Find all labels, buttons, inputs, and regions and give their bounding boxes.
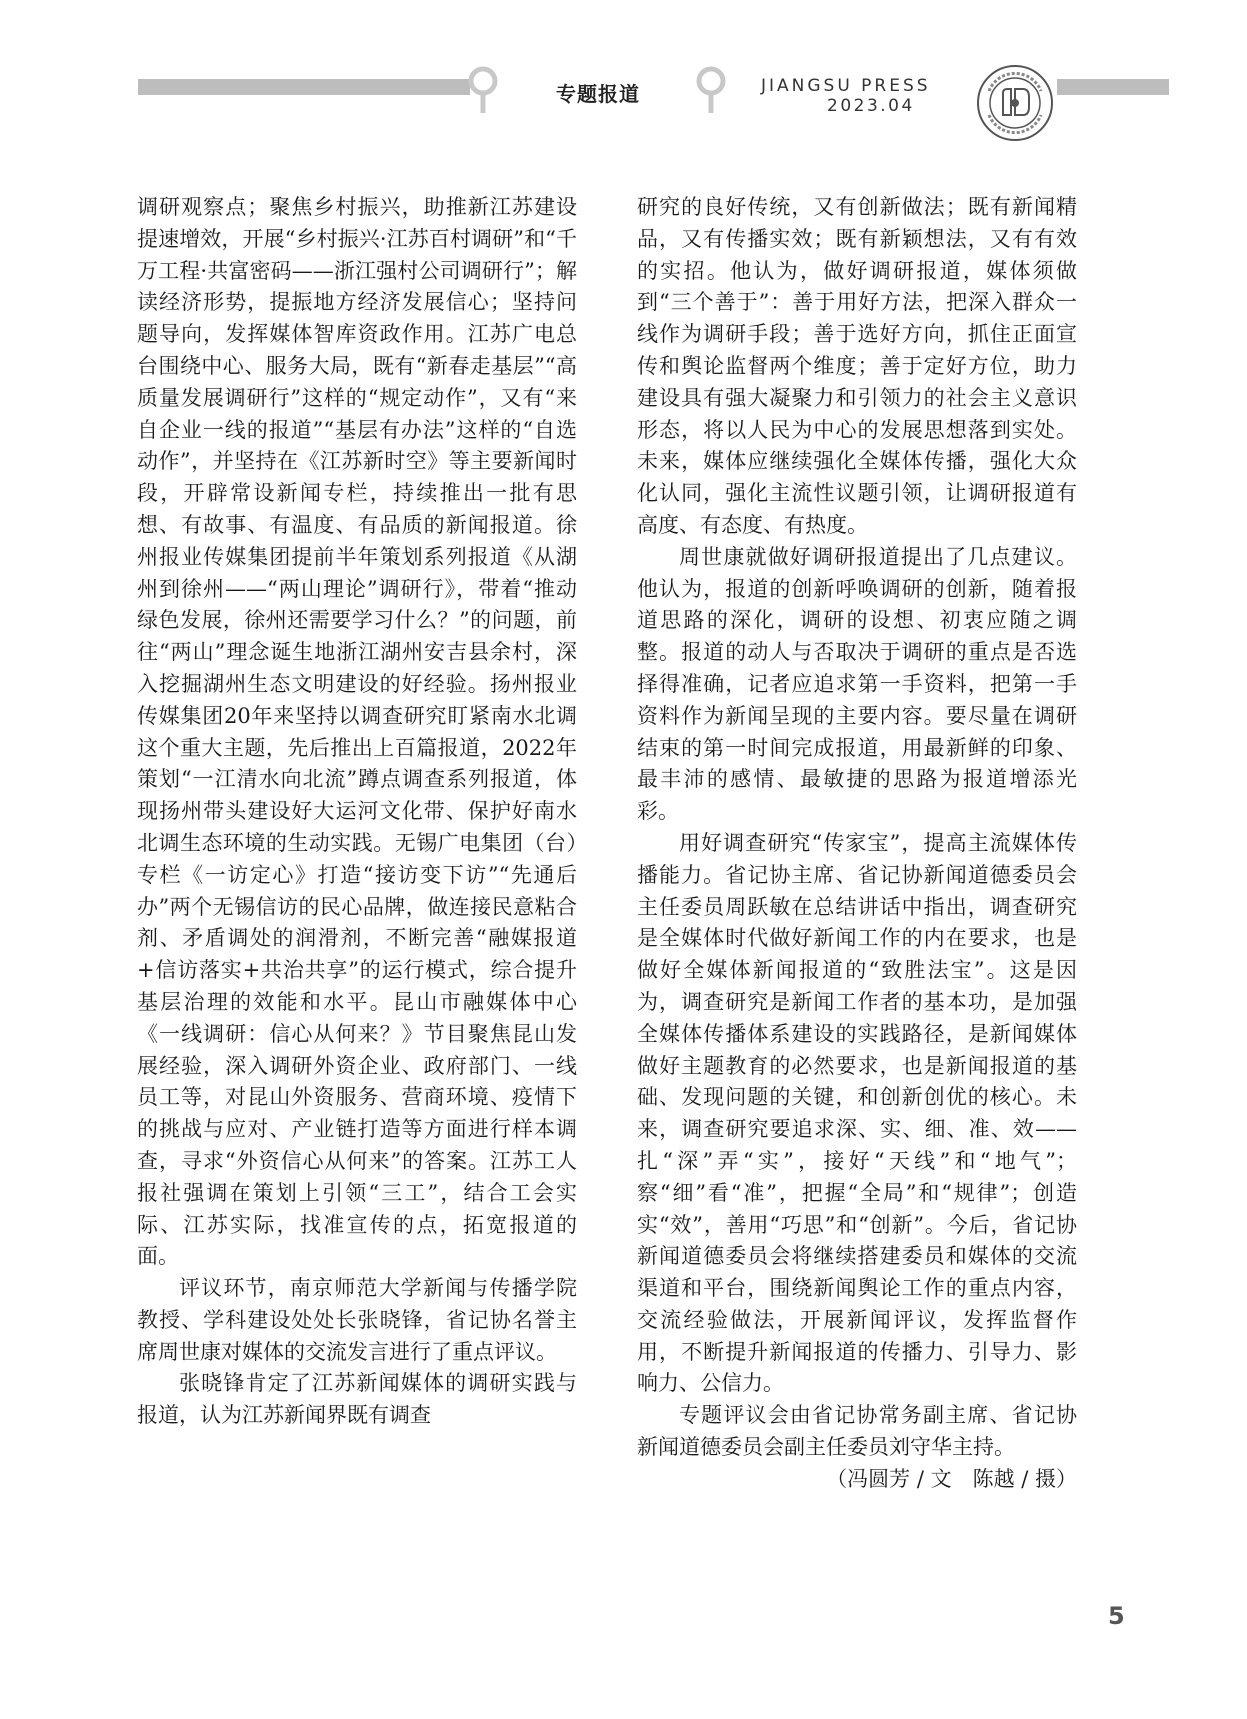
- header-bar-right: [1057, 79, 1169, 95]
- article-paragraph: 用好调查研究“传家宝”，提高主流媒体传播能力。省记协主席、省记协新闻道德委员会主任委员周跃敏在总结讲话中指出，调查研究是全媒体时代做好新闻工作的内在要求，也是做好全媒体新闻报道的“致胜法宝”。这是因为，调查研究是新闻工作者的基本功，是加强全媒体传播体系建设的实践路径，是新闻媒体做好主题教育的必然要求，也是新闻报道的基础、发现问题的关键，和创新创优的核心。未来，调查研究要追求深、实、细、准、效——扎“深”弄“实”，接好“天线”和“地气”；察“细”看“准”，把握“全局”和“规律”；创造实“效”，善用“巧思”和“创新”。今后，省记协新闻道德委员会将继续搭建委员和媒体的交流渠道和平台，围绕新闻舆论工作的重点内容，交流经验做法，开展新闻评议，发挥监督作用，不断提升新闻报道的传播力、引导力、影响力、公信力。: [637, 830, 1077, 1396]
- magazine-brand: [761, 76, 961, 116]
- author-credit: （冯圆芳 / 文 陈越 / 摄）: [826, 1466, 1077, 1491]
- article-paragraph: 调研观察点；聚焦乡村振兴，助推新江苏建设提速增效，开展“乡村振兴·江苏百村调研”和“千万工程·共富密码——浙江强村公司调研行”；解读经济形势，提振地方经济发展信心；坚持问题导向，发挥媒体智库资政作用。江苏广电总台围绕中心、服务大局，既有“新春走基层”“高质量发展调研行”这样的“规定动作”，又有“来自企业一线的报道”“基层有办法”这样的“自选动作”，并坚持在《江苏新时空》等主要新闻时段，开辟常设新闻专栏，持续推出一批有思想、有故事、有温度、有品质的新闻报道。徐州报业传媒集团提前半年策划系列报道《从湖州到徐州——“两山理论”调研行》，带着“推动绿色发展，徐州还需要学习什么？”的问题，前往“两山”理念诞生地浙江湖州安吉县余村，深入挖掘湖州生态文明建设的好经验。扬州报业传媒集团20年来坚持以调查研究盯紧南水北调这个重大主题，先后推出上百篇报道，2022年策划“一江清水向北流”蹲点调查系列报道，体现扬州带头建设好大运河文化带、保护好南水北调生态环境的生动实践。无锡广电集团（台）专栏《一访定心》打造“接访变下访”“先通后办”两个无锡信访的民心品牌，做连接民意粘合剂、矛盾调处的润滑剂，不断完善“融媒报道+信访落实+共治共享”的运行模式，综合提升基层治理的效能和水平。昆山市融媒体中心《一线调研：信心从何来？》节目聚焦昆山发展经验，深入调研外资企业、政府部门、一线员工等，对昆山外资服务、营商环境、疫情下的挑战与应对、产业链打造等方面进行样本调查，寻求“外资信心从何来”的答案。江苏工人报社强调在策划上引领“三工”，结合工会实际、江苏实际，找准宣传的点，拓宽报道的面。: [137, 195, 577, 1269]
- article-paragraph: 周世康就做好调研报道提出了几点建议。他认为，报道的创新呼唤调研的创新，随着报道思路的深化，调研的设想、初衷应随之调整。报道的动人与否取决于调研的重点是否选择得准确，记者应追求第一手资料，把第一手资料作为新闻呈现的主要内容。要尽量在调研结束的第一时间完成报道，用最新鲜的印象、最丰沛的感情、最敏捷的思路为报道增添光彩。: [637, 544, 1077, 824]
- magazine-name: JIANGSU PRESS: [761, 76, 931, 96]
- article-column-right: [637, 192, 1077, 1496]
- issue-number: 2023.04: [827, 96, 915, 116]
- page-number: 5: [1108, 1602, 1125, 1630]
- header-bar-left: [138, 79, 470, 95]
- section-title: 专题报道: [556, 82, 640, 106]
- article-column-left: [137, 192, 577, 1432]
- article-paragraph: [637, 1400, 1077, 1491]
- association-seal-icon: [975, 63, 1055, 143]
- pin-icon: [468, 66, 498, 116]
- article-paragraph: 张晓锋肯定了江苏新闻媒体的调研实践与报道，认为江苏新闻界既有调查: [137, 1371, 577, 1428]
- article-paragraph: 研究的良好传统，又有创新做法；既有新闻精品，又有传播实效；既有新颖想法，又有有效的实招。他认为，做好调研报道，媒体须做到“三个善于”：善于用好方法，把深入群众一线作为调研手段；善于选好方向，抓住正面宣传和舆论监督两个维度；善于定好方位，助力建设具有强大凝聚力和引领力的社会主义意识形态，将以人民为中心的发展思想落到实处。未来，媒体应继续强化全媒体传播，强化大众化认同，强化主流性议题引领，让调研报道有高度、有态度、有热度。: [637, 195, 1077, 537]
- article-paragraph: 评议环节，南京师范大学新闻与传播学院教授、学科建设处处长张晓锋，省记协名誉主席周世康对媒体的交流发言进行了重点评议。: [137, 1276, 577, 1364]
- closing-text: 专题评议会由省记协常务副主席、省记协新闻道德委员会副主任委员刘守华主持。: [637, 1403, 1077, 1460]
- pin-icon: [696, 66, 726, 116]
